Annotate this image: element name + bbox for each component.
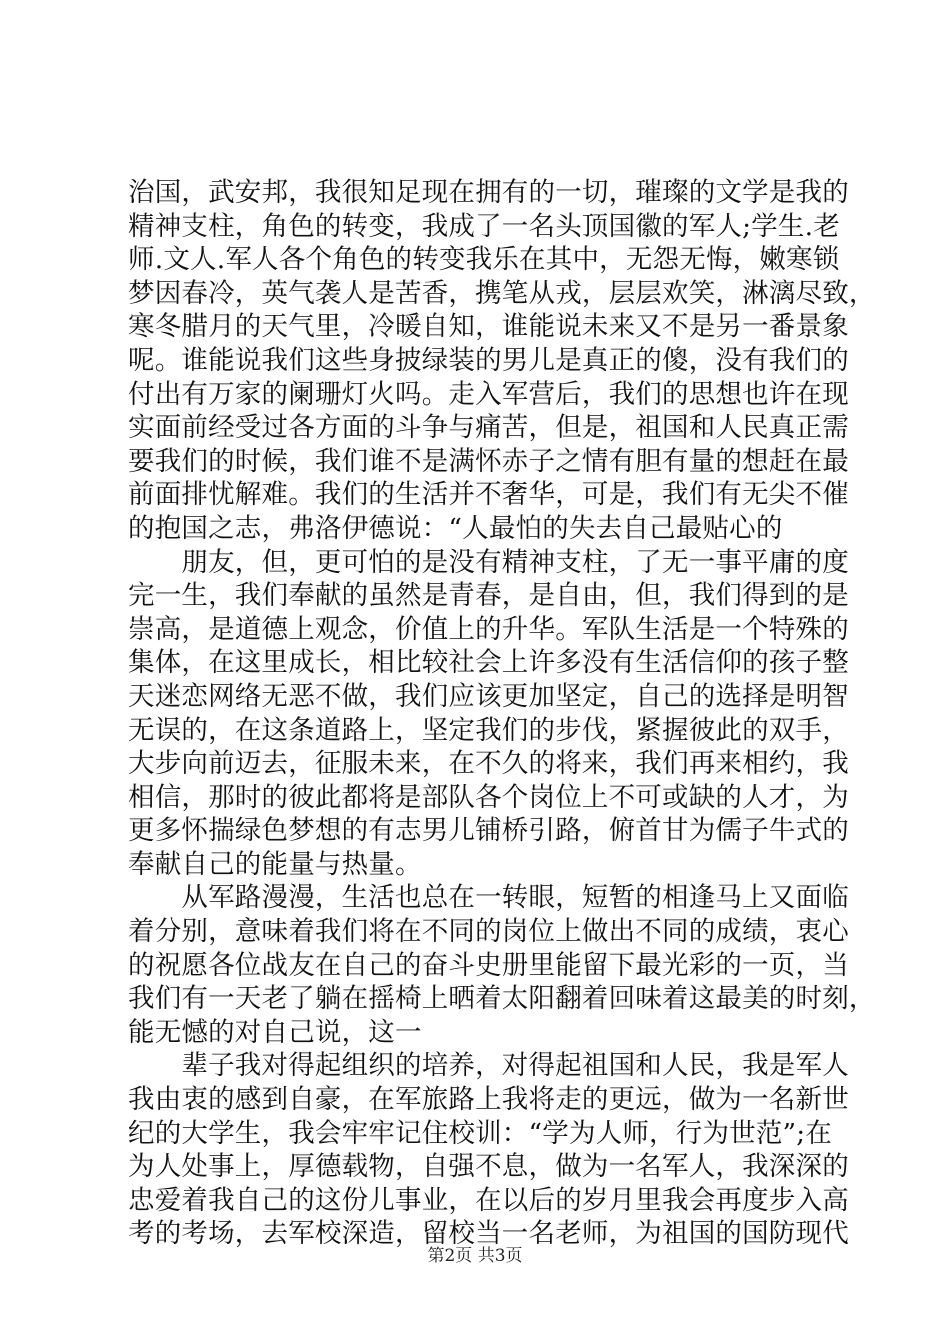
text-line: 从军路漫漫，生活也总在一转眼，短暂的相逢马上又面临 bbox=[128, 882, 849, 914]
text-line: 实面前经受过各方面的斗争与痛苦，但是，祖国和人民真正需 bbox=[128, 412, 849, 444]
text-line: 天迷恋网络无恶不做，我们应该更加坚定，自己的选择是明智 bbox=[128, 680, 849, 712]
text-line: 相信，那时的彼此都将是部队各个岗位上不可或缺的人才，为 bbox=[128, 781, 849, 813]
text-line: 寒冬腊月的天气里，冷暖自知，谁能说未来又不是另一番景象 bbox=[128, 311, 849, 343]
text-line: 崇高，是道德上观念，价值上的升华。军队生活是一个特殊的 bbox=[128, 613, 849, 645]
text-line: 朋友，但，更可怕的是没有精神支柱，了无一事平庸的度 bbox=[128, 546, 849, 578]
document-body bbox=[128, 176, 876, 1251]
text-line: 考的考场，去军校深造，留校当一名老师，为祖国的国防现代 bbox=[128, 1218, 849, 1250]
text-line: 纪的大学生，我会牢牢记住校训：“学为人师，行为世范”;在 bbox=[128, 1117, 833, 1149]
text-line: 治国，武安邦，我很知足现在拥有的一切，璀璨的文学是我的 bbox=[128, 177, 849, 208]
text-line: 着分别，意味着我们将在不同的岗位上做出不同的成绩，衷心 bbox=[128, 916, 849, 948]
text-line: 精神支柱，角色的转变，我成了一名头顶国徽的军人;学生.老 bbox=[128, 210, 840, 242]
text-line: 忠爱着我自己的这份儿事业，在以后的岁月里我会再度步入高 bbox=[128, 1184, 849, 1216]
text-line: 集体，在这里成长，相比较社会上许多没有生活信仰的孩子整 bbox=[128, 647, 849, 679]
text-line: 完一生，我们奉献的虽然是青春，是自由，但，我们得到的是 bbox=[128, 580, 849, 612]
text-line: 师.文人.军人各个角色的转变我乐在其中，无怨无悔，嫩寒锁 bbox=[128, 244, 840, 276]
text-line: 辈子我对得起组织的培养，对得起祖国和人民，我是军人 bbox=[128, 1050, 849, 1082]
text-line: 梦因春冷，英气袭人是苦香，携笔从戎，层层欢笑，淋漓尽致， bbox=[128, 277, 876, 309]
text-line: 付出有万家的阑珊灯火吗。走入军营后，我们的思想也许在现 bbox=[128, 378, 849, 410]
page-number-footer: 第2页 共3页 bbox=[427, 1246, 523, 1266]
text-line: 我由衷的感到自豪，在军旅路上我将走的更远，做为一名新世 bbox=[128, 1084, 849, 1116]
text-line: 呢。谁能说我们这些身披绿装的男儿是真正的傻，没有我们的 bbox=[128, 344, 849, 376]
text-line: 能无憾的对自己说，这一 bbox=[128, 1016, 422, 1048]
text-line: 的抱国之志，弗洛伊德说：“人最怕的失去自己最贴心的 bbox=[128, 512, 783, 544]
text-line: 为人处事上，厚德载物，自强不息，做为一名军人，我深深的 bbox=[128, 1151, 849, 1183]
text-line: 无误的，在这条道路上，坚定我们的步伐，紧握彼此的双手， bbox=[128, 714, 849, 746]
text-line: 的祝愿各位战友在自己的奋斗史册里能留下最光彩的一页，当 bbox=[128, 949, 849, 981]
text-line: 大步向前迈去，征服未来，在不久的将来，我们再来相约，我 bbox=[128, 748, 849, 780]
text-line: 要我们的时候，我们谁不是满怀赤子之情有胆有量的想赶在最 bbox=[128, 445, 849, 477]
text-line: 前面排忧解难。我们的生活并不奢华，可是，我们有无尖不催 bbox=[128, 479, 849, 511]
text-line: 我们有一天老了躺在摇椅上晒着太阳翻着回味着这最美的时刻， bbox=[128, 983, 876, 1015]
text-line: 奉献自己的能量与热量。 bbox=[128, 848, 422, 880]
text-line: 更多怀揣绿色梦想的有志男儿铺桥引路，俯首甘为儒子牛式的 bbox=[128, 815, 849, 847]
